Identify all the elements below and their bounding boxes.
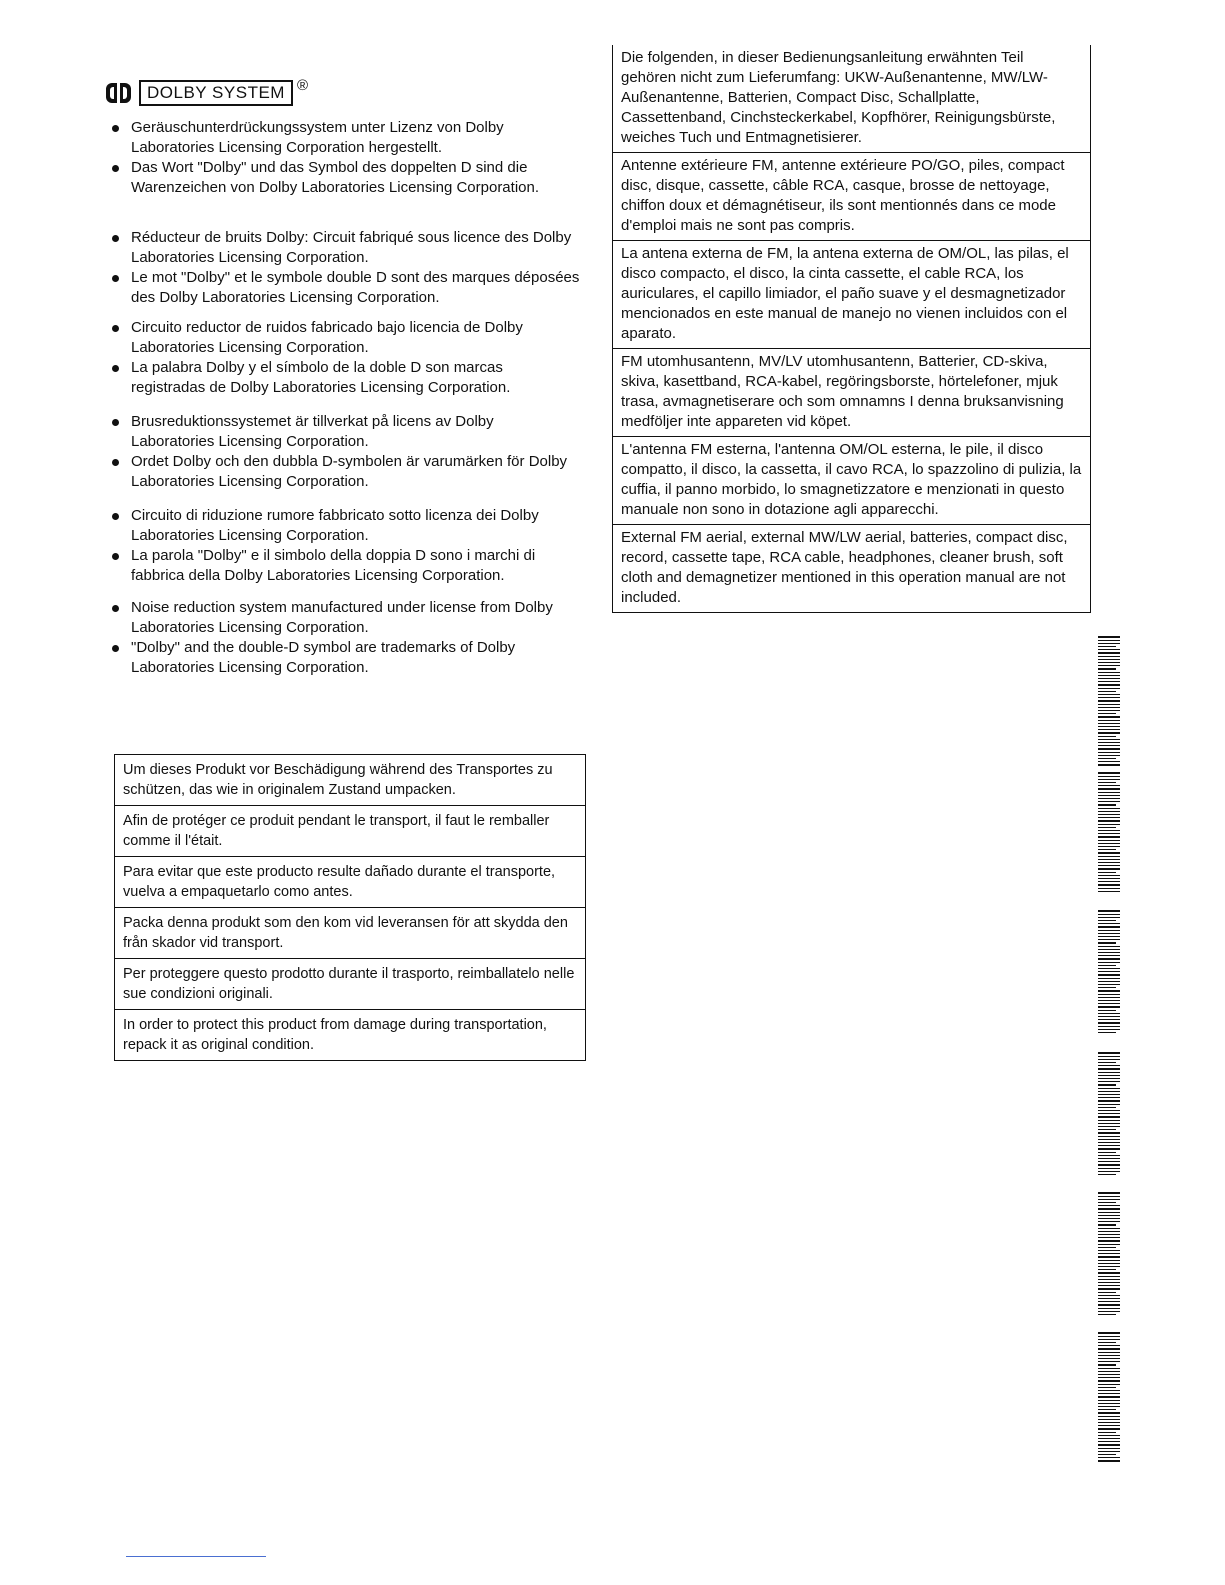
- barcode-bar: [1098, 1168, 1120, 1169]
- barcode-bar: [1098, 827, 1116, 828]
- barcode-bar: [1098, 997, 1120, 998]
- barcode-bar: [1098, 856, 1120, 857]
- barcode-bar: [1098, 1448, 1120, 1449]
- barcode-bar: [1098, 726, 1120, 727]
- barcode-bar: [1098, 1029, 1120, 1030]
- barcode-bar: [1098, 1263, 1120, 1264]
- barcode-bar: [1098, 994, 1120, 995]
- barcode-bar: [1098, 779, 1120, 780]
- barcode-bar: [1098, 1164, 1120, 1166]
- barcode-bar: [1098, 888, 1120, 889]
- barcode-bar: [1098, 1000, 1120, 1001]
- barcode-bar: [1098, 930, 1120, 931]
- barcode-bar: [1098, 1199, 1120, 1200]
- barcode-bar: [1098, 1026, 1120, 1027]
- barcode-bar: [1098, 792, 1120, 793]
- barcode-bar: [1098, 675, 1120, 676]
- barcode-bar: [1098, 933, 1120, 934]
- barcode-bar: [1098, 891, 1120, 892]
- barcode-bar: [1098, 1088, 1120, 1089]
- barcode-bar: [1098, 968, 1120, 969]
- barcode-bar: [1098, 1288, 1120, 1290]
- barcode-bar: [1098, 1435, 1120, 1436]
- barcode-bar: [1098, 707, 1120, 708]
- barcode-bar: [1098, 723, 1120, 724]
- barcode-bar: [1098, 1032, 1116, 1033]
- notice-fr: Antenne extérieure FM, antenne extérieure PO/GO, piles, compact disc, disque, cassette, câble RCA, casque, brosse de nettoyage, chiffon doux et démagnétiseur, ils sont mentionnés dans ce mode d'emploi mais ne sont pas compris.: [613, 153, 1090, 241]
- barcode-bar: [1098, 646, 1116, 647]
- barcode-bar: [1098, 678, 1120, 679]
- barcode-bar: [1098, 1215, 1120, 1216]
- barcode-bar: [1098, 636, 1120, 638]
- barcode-bar: [1098, 1116, 1120, 1118]
- barcode-bar: [1098, 700, 1120, 702]
- license-group-sv: [110, 412, 580, 492]
- barcode-bar: [1098, 649, 1120, 650]
- barcode-bar: [1098, 884, 1120, 886]
- barcode-bar: [1098, 1097, 1120, 1098]
- barcode-bar: [1098, 697, 1120, 698]
- barcode-bar: [1098, 716, 1120, 718]
- list-item: Le mot "Dolby" et le symbole double D sont des marques déposées des Dolby Laboratories Licensing Corporation.: [110, 268, 580, 308]
- barcode-bar: [1098, 1377, 1120, 1378]
- dolby-system-logo: [106, 76, 309, 106]
- barcode-bar: [1098, 1298, 1120, 1299]
- barcode-bar: [1098, 1247, 1116, 1248]
- barcode-bar: [1098, 665, 1120, 666]
- list-item: "Dolby" and the double-D symbol are trademarks of Dolby Laboratories Licensing Corporation.: [110, 638, 580, 678]
- list-item: Geräuschunterdrückungssystem unter Lizenz von Dolby Laboratories Licensing Corporation hergestellt.: [110, 118, 580, 158]
- barcode-bar: [1098, 748, 1120, 750]
- barcode-bar: [1098, 862, 1120, 863]
- barcode-bar: [1098, 1409, 1116, 1410]
- barcode-bar: [1098, 1371, 1120, 1372]
- barcode-bar: [1098, 1132, 1120, 1134]
- barcode-bar: [1098, 681, 1120, 682]
- list-item: Ordet Dolby och den dubbla D-symbolen är varumärken för Dolby Laboratories Licensing Corporation.: [110, 452, 580, 492]
- transport-en: In order to protect this product from damage during transportation, repack it as original condition.: [123, 1017, 547, 1053]
- barcode-bar: [1098, 923, 1120, 924]
- barcode-bar: [1098, 865, 1120, 866]
- margin-barcode-mark: [1098, 1332, 1120, 1462]
- barcode-bar: [1098, 936, 1120, 937]
- barcode-bar: [1098, 1444, 1120, 1446]
- barcode-bar: [1098, 1406, 1120, 1407]
- barcode-bar: [1098, 1393, 1120, 1394]
- barcode-bar: [1098, 1202, 1116, 1203]
- margin-barcode-mark: [1098, 636, 1120, 766]
- barcode-bar: [1098, 833, 1120, 834]
- list-item: Circuito di riduzione rumore fabbricato sotto licenza dei Dolby Laboratories Licensing Corporation.: [110, 506, 580, 546]
- barcode-bar: [1098, 772, 1120, 774]
- barcode-bar: [1098, 1110, 1120, 1111]
- barcode-bar: [1098, 955, 1120, 956]
- accessories-notice-box: [612, 45, 1091, 613]
- barcode-bar: [1098, 1094, 1120, 1095]
- barcode-bar: [1098, 1091, 1120, 1092]
- margin-barcode-mark: [1098, 1192, 1120, 1317]
- margin-barcode-mark: [1098, 910, 1120, 1035]
- barcode-bar: [1098, 1441, 1120, 1442]
- barcode-bar: [1098, 1218, 1120, 1219]
- transport-notice-box: [114, 754, 586, 1061]
- barcode-bar: [1098, 659, 1120, 660]
- barcode-bar: [1098, 1065, 1120, 1066]
- list-item: Noise reduction system manufactured under license from Dolby Laboratories Licensing Corporation.: [110, 598, 580, 638]
- barcode-bar: [1098, 1052, 1120, 1054]
- barcode-bar: [1098, 1113, 1120, 1114]
- margin-barcode-mark: [1098, 772, 1120, 894]
- barcode-bar: [1098, 742, 1120, 743]
- barcode-bar: [1098, 755, 1120, 756]
- barcode-bar: [1098, 1228, 1120, 1229]
- barcode-bar: [1098, 987, 1116, 988]
- barcode-bar: [1098, 694, 1120, 695]
- barcode-bar: [1098, 1019, 1120, 1020]
- barcode-bar: [1098, 804, 1116, 806]
- barcode-bar: [1098, 713, 1116, 714]
- barcode-bar: [1098, 1148, 1120, 1150]
- barcode-bar: [1098, 1016, 1120, 1017]
- barcode-bar: [1098, 1308, 1120, 1309]
- barcode-bar: [1098, 1081, 1120, 1082]
- notice-sv: FM utomhusantenn, MV/LV utomhusantenn, Batterier, CD-skiva, skiva, kasettband, RCA-kabel, regöringsborste, hörtelefoner, mjuk trasa, avmagnetiserare och som omnamns I denna bruksanvisning medföljer inte appareten vid köpet.: [613, 349, 1090, 437]
- barcode-bar: [1098, 739, 1120, 740]
- barcode-bar: [1098, 1068, 1120, 1070]
- barcode-bar: [1098, 1084, 1116, 1086]
- barcode-bar: [1098, 1224, 1116, 1226]
- barcode-bar: [1098, 942, 1116, 944]
- barcode-bar: [1098, 824, 1120, 825]
- barcode-bar: [1098, 1269, 1116, 1270]
- barcode-bar: [1098, 1384, 1120, 1385]
- barcode-bar: [1098, 1155, 1120, 1156]
- barcode-bar: [1098, 782, 1116, 783]
- barcode-bar: [1098, 656, 1120, 657]
- barcode-bar: [1098, 1120, 1120, 1121]
- barcode-bar: [1098, 729, 1120, 730]
- barcode-bar: [1098, 684, 1120, 686]
- transport-fr: Afin de protéger ce produit pendant le transport, il faut le remballer comme il l'était.: [115, 806, 585, 857]
- barcode-bar: [1098, 868, 1120, 870]
- barcode-bar: [1098, 1244, 1120, 1245]
- barcode-bar: [1098, 1428, 1120, 1430]
- barcode-bar: [1098, 1358, 1120, 1359]
- list-item: Brusreduktionssystemet är tillverkat på licens av Dolby Laboratories Licensing Corporation.: [110, 412, 580, 452]
- barcode-bar: [1098, 843, 1120, 844]
- barcode-bar: [1098, 1062, 1116, 1063]
- notice-en: External FM aerial, external MW/LW aerial, batteries, compact disc, record, cassette tape, RCA cable, headphones, cleaner brush, soft cloth and demagnetizer mentioned in this operation manual are not included.: [621, 529, 1068, 606]
- barcode-bar: [1098, 1396, 1120, 1398]
- license-group-de: [110, 118, 580, 198]
- notice-es: La antena externa de FM, la antena externa de OM/OL, las pilas, el disco compacto, el disco, la cinta cassette, el cable RCA, los auriculares, el capillo limiador, el paño suave y el desmagnetizador mencionados en este manual de manejo no vienen incluidos con el aparato.: [613, 241, 1090, 349]
- barcode-bar: [1098, 1221, 1120, 1222]
- barcode-bar: [1098, 1072, 1120, 1073]
- bottom-edge-line: [126, 1556, 266, 1557]
- barcode-bar: [1098, 939, 1120, 940]
- barcode-bar: [1098, 1212, 1120, 1213]
- barcode-bar: [1098, 1342, 1116, 1343]
- barcode-bar: [1098, 1123, 1120, 1124]
- barcode-bar: [1098, 1345, 1120, 1346]
- barcode-bar: [1098, 764, 1120, 766]
- barcode-bar: [1098, 1136, 1120, 1137]
- barcode-bar: [1098, 1361, 1120, 1362]
- barcode-bar: [1098, 1400, 1120, 1401]
- barcode-bar: [1098, 672, 1120, 673]
- barcode-bar: [1098, 1301, 1120, 1302]
- barcode-bar: [1098, 952, 1120, 953]
- barcode-bar: [1098, 814, 1120, 815]
- barcode-bar: [1098, 846, 1120, 847]
- transport-de: Um dieses Produkt vor Beschädigung während des Transportes zu schützen, das wie in originalem Zustand umpacken.: [115, 755, 585, 806]
- barcode-bar: [1098, 1237, 1120, 1238]
- list-item: Réducteur de bruits Dolby: Circuit fabriqué sous licence des Dolby Laboratories Licensing Corporation.: [110, 228, 580, 268]
- barcode-bar: [1098, 1059, 1120, 1060]
- dolby-system-label: DOLBY SYSTEM: [139, 80, 293, 106]
- barcode-bar: [1098, 1425, 1120, 1426]
- barcode-bar: [1098, 1416, 1120, 1417]
- barcode-bar: [1098, 1192, 1120, 1194]
- barcode-bar: [1098, 1174, 1116, 1175]
- barcode-bar: [1098, 949, 1120, 950]
- barcode-bar: [1098, 872, 1116, 873]
- barcode-bar: [1098, 1295, 1120, 1296]
- barcode-bar: [1098, 640, 1120, 641]
- barcode-bar: [1098, 691, 1116, 692]
- barcode-bar: [1098, 668, 1116, 670]
- barcode-bar: [1098, 1104, 1120, 1105]
- barcode-bar: [1098, 1142, 1120, 1143]
- barcode-bar: [1098, 720, 1120, 721]
- barcode-bar: [1098, 990, 1120, 992]
- barcode-bar: [1098, 917, 1120, 918]
- barcode-bar: [1098, 1129, 1116, 1130]
- barcode-bar: [1098, 852, 1120, 854]
- barcode-bar: [1098, 981, 1120, 982]
- barcode-bar: [1098, 1390, 1120, 1391]
- barcode-bar: [1098, 1422, 1120, 1423]
- barcode-bar: [1098, 1387, 1116, 1388]
- barcode-bar: [1098, 1380, 1120, 1382]
- barcode-bar: [1098, 878, 1120, 879]
- barcode-bar: [1098, 1438, 1120, 1439]
- barcode-bar: [1098, 1272, 1120, 1274]
- barcode-bar: [1098, 811, 1120, 812]
- barcode-bar: [1098, 1010, 1116, 1011]
- registered-mark: ®: [296, 76, 309, 94]
- barcode-bar: [1098, 946, 1120, 947]
- barcode-bar: [1098, 1292, 1116, 1293]
- barcode-bar: [1098, 962, 1120, 963]
- barcode-bar: [1098, 1314, 1116, 1315]
- barcode-bar: [1098, 736, 1116, 737]
- barcode-bar: [1098, 1078, 1120, 1079]
- barcode-bar: [1098, 1412, 1120, 1414]
- barcode-bar: [1098, 745, 1120, 746]
- barcode-bar: [1098, 1451, 1120, 1452]
- dolby-double-d-icon: [106, 83, 131, 103]
- barcode-bar: [1098, 1075, 1120, 1076]
- license-group-fr: [110, 228, 580, 308]
- barcode-bar: [1098, 643, 1120, 644]
- license-group-es: [110, 318, 580, 398]
- barcode-bar: [1098, 910, 1120, 912]
- barcode-bar: [1098, 1145, 1120, 1146]
- barcode-bar: [1098, 1234, 1120, 1235]
- barcode-bar: [1098, 1368, 1120, 1369]
- barcode-bar: [1098, 914, 1120, 915]
- margin-barcode-mark: [1098, 1052, 1120, 1177]
- barcode-bar: [1098, 1126, 1120, 1127]
- notice-de: Die folgenden, in dieser Bedienungsanleitung erwähnten Teil gehören nicht zum Lieferumfang: UKW-Außenantenne, MW/LW-Außenantenne, Batterien, Compact Disc, Schallplatte, Cassettenband, Cinchsteckerkabel, Kopfhörer, Reinigungsbürste, weiches Tuch und Entmagnetisierer.: [613, 45, 1090, 153]
- barcode-bar: [1098, 801, 1120, 802]
- barcode-bar: [1098, 881, 1120, 882]
- barcode-bar: [1098, 776, 1120, 777]
- barcode-bar: [1098, 1100, 1120, 1102]
- barcode-bar: [1098, 1161, 1120, 1162]
- barcode-bar: [1098, 1276, 1120, 1277]
- barcode-bar: [1098, 710, 1120, 711]
- barcode-bar: [1098, 1196, 1120, 1197]
- barcode-bar: [1098, 1256, 1120, 1258]
- barcode-bar: [1098, 1419, 1120, 1420]
- transport-es: Para evitar que este producto resulte dañado durante el transporte, vuelva a empaquetarlo como antes.: [115, 857, 585, 908]
- barcode-bar: [1098, 1403, 1120, 1404]
- barcode-bar: [1098, 1457, 1120, 1458]
- barcode-bar: [1098, 1022, 1120, 1024]
- license-group-it: [110, 506, 580, 586]
- transport-sv: Packa denna produkt som den kom vid leveransen för att skydda den från skador vid transport.: [115, 908, 585, 959]
- barcode-bar: [1098, 1332, 1120, 1334]
- barcode-bar: [1098, 859, 1120, 860]
- barcode-bar: [1098, 1352, 1120, 1353]
- barcode-bar: [1098, 1260, 1120, 1261]
- barcode-bar: [1098, 1231, 1120, 1232]
- barcode-bar: [1098, 1348, 1120, 1350]
- barcode-bar: [1098, 1339, 1120, 1340]
- barcode-bar: [1098, 1279, 1120, 1280]
- barcode-bar: [1098, 920, 1116, 921]
- barcode-bar: [1098, 752, 1120, 753]
- barcode-bar: [1098, 1208, 1120, 1210]
- barcode-bar: [1098, 840, 1120, 841]
- barcode-bar: [1098, 1139, 1120, 1140]
- barcode-bar: [1098, 1013, 1120, 1014]
- barcode-bar: [1098, 978, 1120, 979]
- barcode-bar: [1098, 926, 1120, 928]
- barcode-bar: [1098, 1460, 1120, 1462]
- barcode-bar: [1098, 974, 1120, 976]
- barcode-bar: [1098, 788, 1120, 790]
- barcode-bar: [1098, 1304, 1120, 1306]
- barcode-bar: [1098, 761, 1120, 762]
- barcode-bar: [1098, 817, 1120, 818]
- barcode-bar: [1098, 1253, 1120, 1254]
- barcode-bar: [1098, 875, 1120, 876]
- barcode-bar: [1098, 1205, 1120, 1206]
- barcode-bar: [1098, 1432, 1116, 1433]
- list-item: Circuito reductor de ruidos fabricado bajo licencia de Dolby Laboratories Licensing Corporation.: [110, 318, 580, 358]
- barcode-bar: [1098, 1006, 1120, 1008]
- barcode-bar: [1098, 849, 1116, 850]
- barcode-bar: [1098, 1336, 1120, 1337]
- barcode-bar: [1098, 1107, 1116, 1108]
- barcode-bar: [1098, 1282, 1120, 1283]
- barcode-bar: [1098, 662, 1120, 663]
- list-item: Das Wort "Dolby" und das Symbol des doppelten D sind die Warenzeichen von Dolby Laboratories Licensing Corporation.: [110, 158, 580, 198]
- barcode-bar: [1098, 732, 1120, 734]
- barcode-bar: [1098, 1355, 1120, 1356]
- barcode-bar: [1098, 830, 1120, 831]
- barcode-bar: [1098, 984, 1120, 985]
- license-group-en: [110, 598, 580, 678]
- list-item: La palabra Dolby y el símbolo de la doble D son marcas registradas de Dolby Laboratories Licensing Corporation.: [110, 358, 580, 398]
- barcode-bar: [1098, 971, 1120, 972]
- barcode-bar: [1098, 1056, 1120, 1057]
- barcode-bar: [1098, 652, 1120, 654]
- barcode-bar: [1098, 1266, 1120, 1267]
- barcode-bar: [1098, 1454, 1116, 1455]
- barcode-bar: [1098, 1171, 1120, 1172]
- barcode-bar: [1098, 798, 1120, 799]
- barcode-bar: [1098, 1158, 1120, 1159]
- barcode-bar: [1098, 785, 1120, 786]
- barcode-bar: [1098, 1250, 1120, 1251]
- barcode-bar: [1098, 1311, 1120, 1312]
- notice-it: L'antenna FM esterna, l'antenna OM/OL esterna, le pile, il disco compatto, il disco, la cassetta, il cavo RCA, lo spazzolino di pulizia, la cuffia, il panno morbido, lo smagnetizzatore e menzionati in questo manuale non sono in dotazione agli apparecchi.: [613, 437, 1090, 525]
- list-item: La parola "Dolby" e il simbolo della doppia D sono i marchi di fabbrica della Dolby Laboratories Licensing Corporation.: [110, 546, 580, 586]
- barcode-bar: [1098, 965, 1116, 966]
- barcode-bar: [1098, 1240, 1120, 1242]
- barcode-bar: [1098, 1364, 1116, 1366]
- transport-it: Per proteggere questo prodotto durante il trasporto, reimballatelo nelle sue condizioni originali.: [115, 959, 585, 1010]
- barcode-bar: [1098, 1374, 1120, 1375]
- barcode-bar: [1098, 758, 1116, 759]
- barcode-bar: [1098, 1152, 1116, 1153]
- barcode-bar: [1098, 836, 1120, 838]
- barcode-bar: [1098, 1285, 1120, 1286]
- barcode-bar: [1098, 795, 1120, 796]
- barcode-bar: [1098, 1003, 1120, 1004]
- barcode-bar: [1098, 704, 1120, 705]
- barcode-bar: [1098, 688, 1120, 689]
- barcode-bar: [1098, 958, 1120, 960]
- barcode-bar: [1098, 808, 1120, 809]
- barcode-bar: [1098, 820, 1120, 822]
